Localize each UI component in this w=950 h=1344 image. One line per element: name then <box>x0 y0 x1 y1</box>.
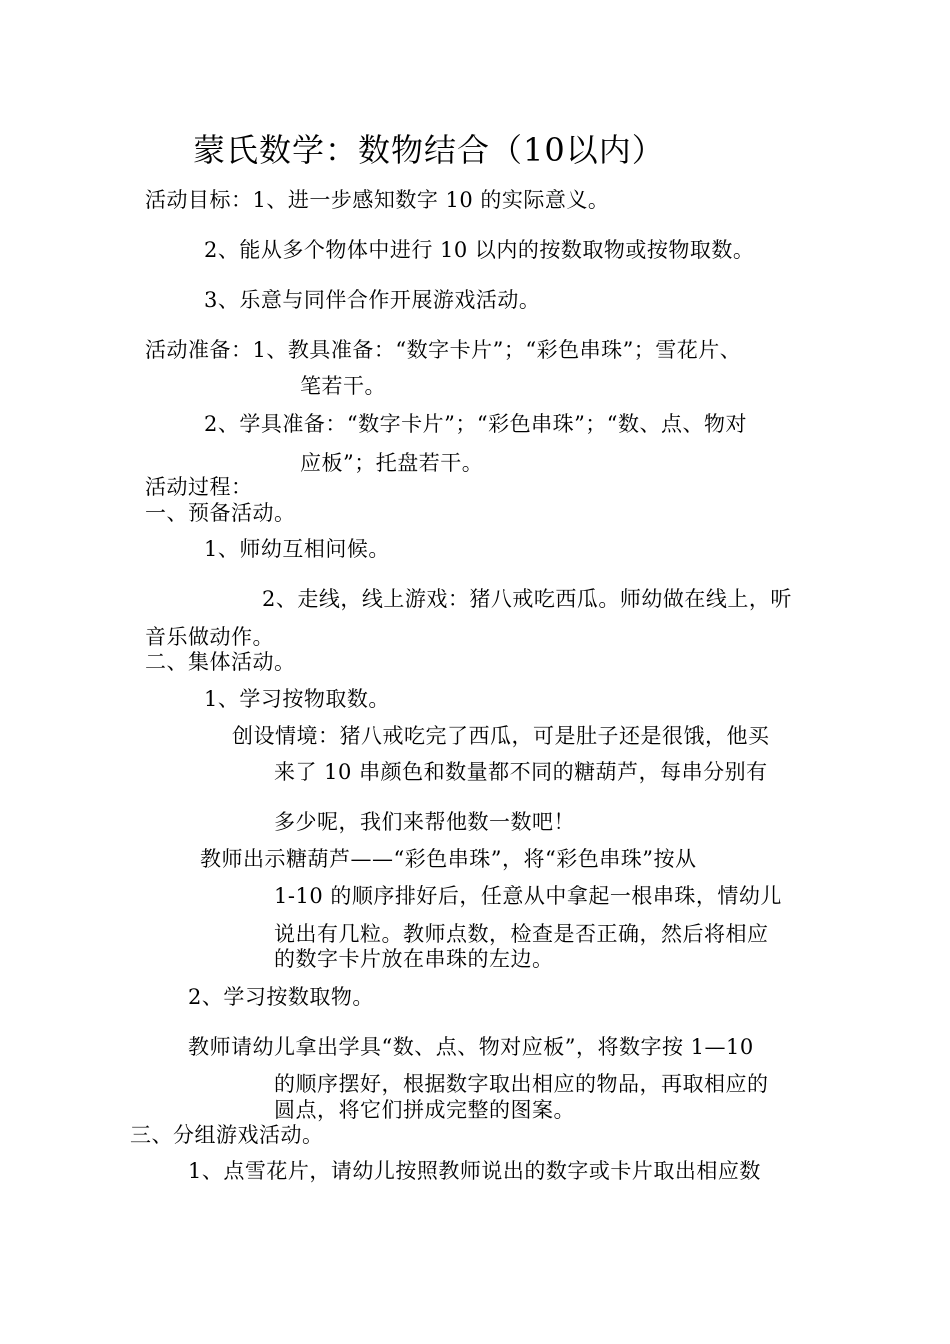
section-2-item-2: 2、学习按数取物。 <box>188 985 374 1009</box>
process-heading: 活动过程： <box>145 475 253 499</box>
section-1-item-2: 2、走线，线上游戏：猪八戒吃西瓜。师幼做在线上，听 <box>262 587 792 611</box>
section-2-item-2-line-b: 的顺序摆好，根据数字取出相应的物品，再取相应的 <box>274 1072 769 1096</box>
goal-line-2: 2、能从多个物体中进行 10 以内的按数取物或按物取数。 <box>204 238 755 262</box>
section-2-item-1-line-a: 创设情境：猪八戒吃完了西瓜，可是肚子还是很饿，他买 <box>232 724 770 748</box>
section-3-item-1: 1、点雪花片，请幼儿按照教师说出的数字或卡片取出相应数 <box>188 1159 761 1183</box>
section-2-item-2-line-a: 教师请幼儿拿出学具“数、点、物对应板”，将数字按 1—10 <box>188 1035 754 1059</box>
goal-line-1: 活动目标：1、进一步感知数字 10 的实际意义。 <box>145 188 610 212</box>
section-1-item-2-cont: 音乐做动作。 <box>145 625 274 649</box>
prep-line-1: 活动准备：1、教具准备：“数字卡片”；“彩色串珠”；雪花片、 <box>145 338 742 362</box>
section-2-item-1-line-c: 多少呢，我们来帮他数一数吧！ <box>274 810 575 834</box>
section-1-heading: 一、预备活动。 <box>145 501 296 525</box>
prep-line-1-cont: 笔若干。 <box>300 374 386 398</box>
section-2-item-1-line-d: 教师出示糖葫芦——“彩色串珠”，将“彩色串珠”按从 <box>200 847 697 871</box>
prep-line-2: 2、学具准备：“数字卡片”；“彩色串珠”；“数、点、物对 <box>204 412 748 436</box>
section-2-item-1-line-g: 的数字卡片放在串珠的左边。 <box>274 947 554 971</box>
section-2-item-1-line-b: 来了 10 串颜色和数量都不同的糖葫芦，每串分别有 <box>274 760 768 784</box>
section-2-item-2-line-c: 圆点，将它们拼成完整的图案。 <box>274 1098 575 1122</box>
section-3-heading: 三、分组游戏活动。 <box>130 1123 324 1147</box>
page-title: 蒙氏数学：数物结合（10以内） <box>193 131 665 169</box>
section-2-heading: 二、集体活动。 <box>145 650 296 674</box>
goal-line-3: 3、乐意与同伴合作开展游戏活动。 <box>204 288 541 312</box>
section-2-item-1-line-e: 1-10 的顺序排好后，任意从中拿起一根串珠，情幼儿 <box>274 884 782 908</box>
section-2-item-1-line-f: 说出有几粒。教师点数，检查是否正确，然后将相应 <box>274 922 769 946</box>
prep-line-2-cont: 应板”；托盘若干。 <box>300 451 484 475</box>
section-1-item-1: 1、师幼互相问候。 <box>204 537 390 561</box>
section-2-item-1: 1、学习按物取数。 <box>204 687 390 711</box>
